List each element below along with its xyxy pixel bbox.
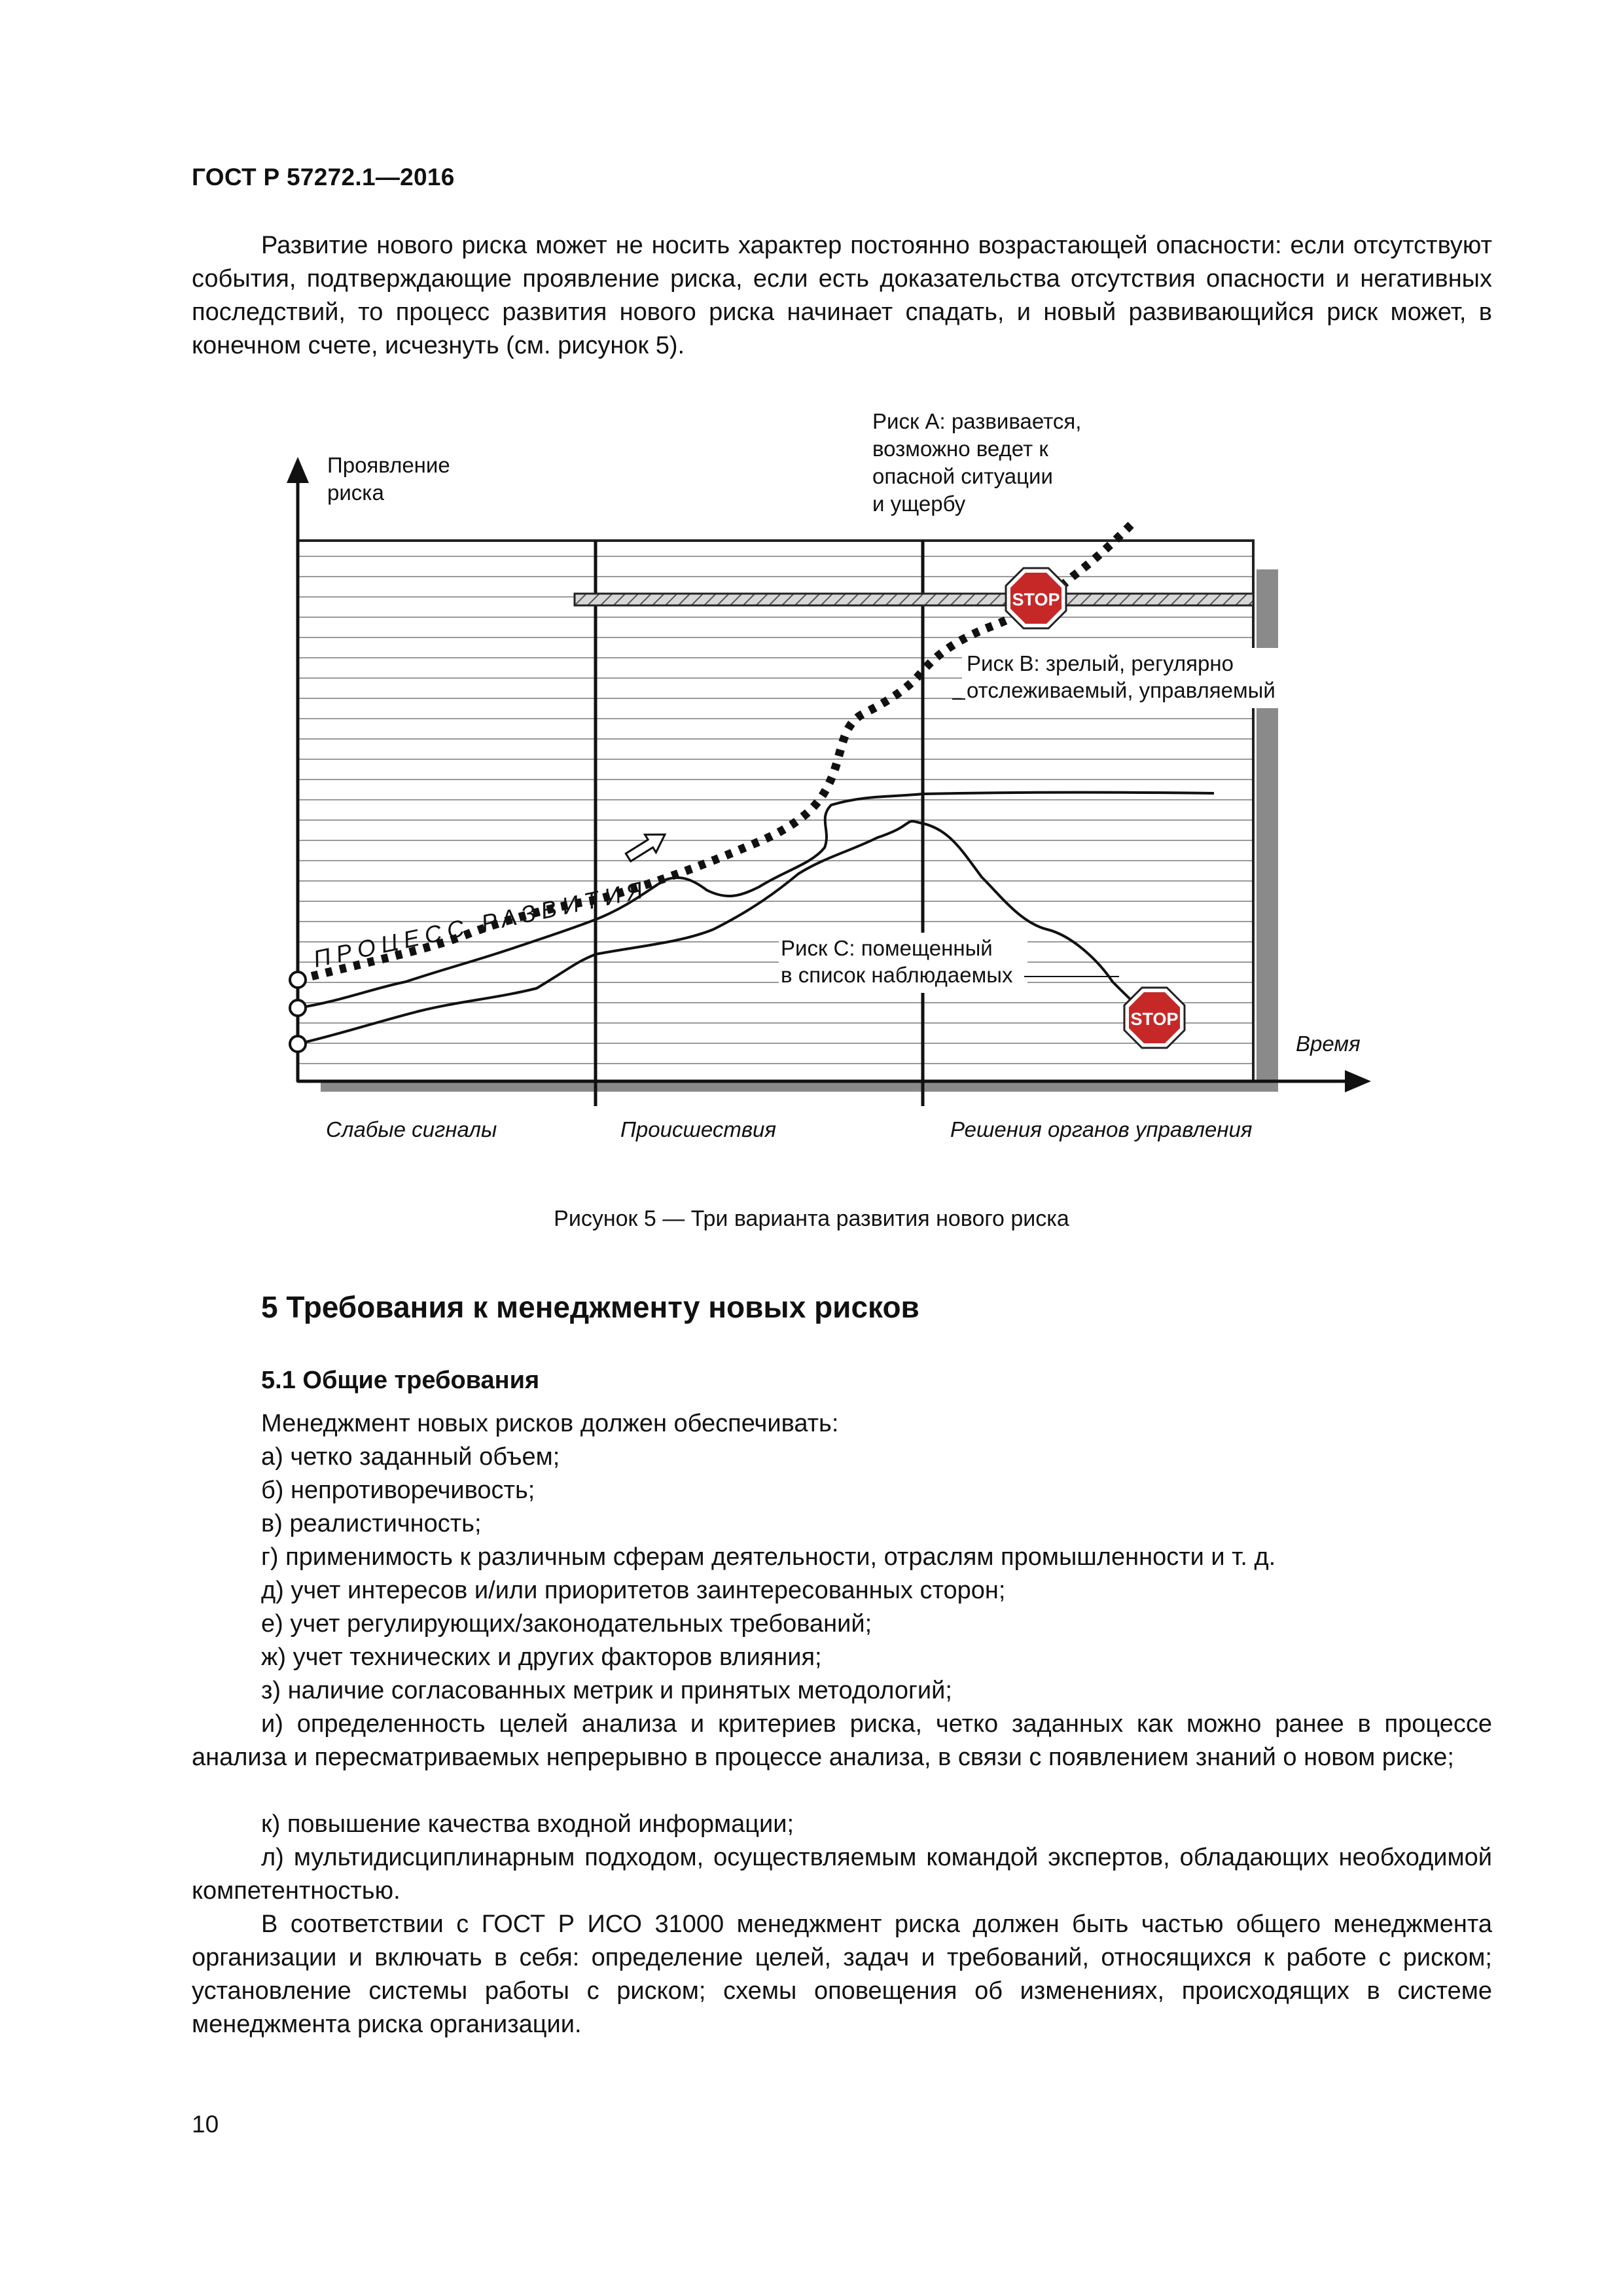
risk-a-label-line3: опасной ситуации (872, 464, 1053, 488)
risk-b-label-line1: Риск В: зрелый, регулярно (967, 651, 1234, 675)
list-item: г) применимость к различным сферам деятельности, отраслям промышленности и т. д. (261, 1543, 1276, 1571)
process-development-label: ПРОЦЕСС РАЗВИТИЯ (311, 875, 651, 973)
list-item: е) учет регулирующих/законодательных требований; (261, 1610, 872, 1638)
page-number: 10 (192, 2111, 219, 2138)
list-item: д) учет интересов и/или приоритетов заинтересованных сторон; (261, 1577, 1006, 1604)
closing-paragraph: В соответствии с ГОСТ Р ИСО 31000 менеджмент риска должен быть частью общего менеджмента организации и включать в себя: определение целей, задач и требований, относящихся к работе с риском; установление системы работы с риском; схемы оповещения об изменениях, происходящих в системе менеджмента риска организации. (192, 1910, 1492, 2038)
x-axis-arrow (1345, 1070, 1371, 1092)
requirements-lead: Менеджмент новых рисков должен обеспечивать: (261, 1410, 839, 1437)
list-item-l: л) мультидисциплинарным подходом, осуществляемым командой экспертов, обладающих необходимой компетентностью. (192, 1844, 1492, 1905)
y-axis-label-line2: риска (327, 480, 384, 505)
start-marker-c (290, 1036, 306, 1052)
risk-b-label-line2: отслеживаемый, управляемый (967, 678, 1275, 702)
start-marker-a (290, 972, 306, 988)
list-item: з) наличие согласованных метрик и принятых методологий; (261, 1677, 952, 1704)
list-item-i: и) определенность целей анализа и критериев риска, четко заданных как можно ранее в процессе анализа и пересматриваемых непрерывно в процессе анализа, в связи с появлением знаний о новом риске; (192, 1710, 1492, 1771)
phase-label-management-decisions: Решения органов управления (950, 1117, 1253, 1141)
list-item-k: к) повышение качества входной информации; (261, 1810, 794, 1838)
list-item: б) непротиворечивость; (261, 1477, 535, 1504)
chart-frame (298, 541, 1253, 1081)
risk-a-label-line4: и ущербу (872, 492, 966, 516)
risk-c-label-line1: Риск С: помещенный (781, 936, 993, 960)
threshold-bar (575, 594, 1253, 605)
section-heading: 5 Требования к менеджменту новых рисков (261, 1290, 919, 1324)
svg-text:STOP: STOP (1130, 1009, 1179, 1029)
document-code-header: ГОСТ Р 57272.1—2016 (192, 164, 455, 190)
phase-label-weak-signals: Слабые сигналы (326, 1117, 497, 1141)
risk-c-label-line2: в список наблюдаемых (781, 963, 1013, 987)
stop-sign-top (1006, 568, 1066, 628)
x-axis-label: Время (1296, 1031, 1361, 1056)
phase-label-incidents: Происшествия (620, 1117, 777, 1141)
start-marker-b (290, 1000, 306, 1016)
y-axis-label-line1: Проявление (327, 453, 450, 477)
figure-caption: Рисунок 5 — Три варианта развития нового риска (554, 1206, 1069, 1231)
stop-sign-bottom (1124, 988, 1185, 1048)
subsection-heading: 5.1 Общие требования (261, 1367, 540, 1394)
list-item: в) реалистичность; (261, 1510, 482, 1537)
risk-a-label-line1: Риск А: развивается, (872, 409, 1082, 433)
list-item: а) четко заданный объем; (261, 1443, 560, 1471)
list-item: ж) учет технических и других факторов влияния; (261, 1643, 822, 1671)
svg-text:STOP: STOP (1012, 590, 1060, 609)
chart-right-shadow (1257, 569, 1278, 1092)
y-axis-arrow (287, 457, 309, 483)
risk-a-label-line2: возможно ведет к (872, 437, 1048, 461)
intro-paragraph: Развитие нового риска может не носить характер постоянно возрастающей опасности: если отсутствуют события, подтверждающие проявление риска, если есть доказательства отсутствия опасности и негативных последствий, то процесс развития нового риска начинает спадать, и новый развивающийся риск может, в конечном счете, исчезнуть (см. рисунок 5). (192, 232, 1492, 359)
